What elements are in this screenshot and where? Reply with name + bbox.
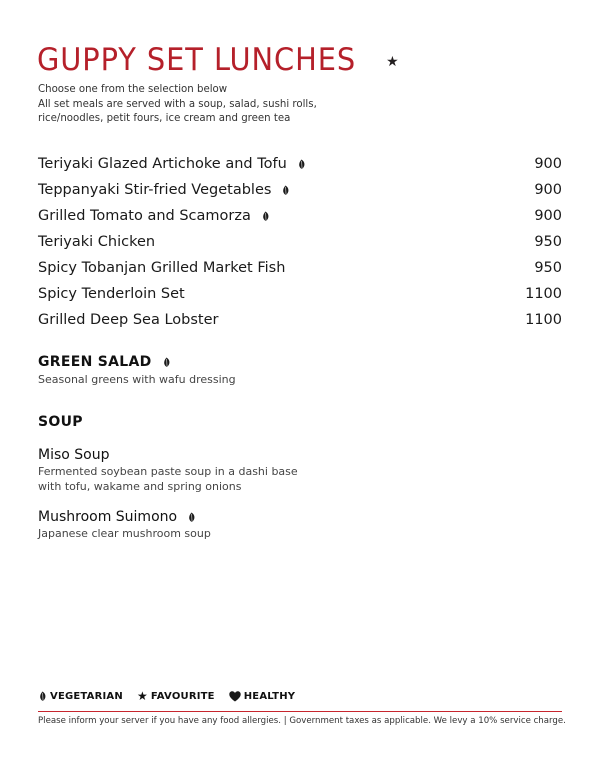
menu-item-name: Grilled Tomato and Scamorza <box>38 208 251 224</box>
menu-item-price: 900 <box>534 156 562 172</box>
menu-item-price: 950 <box>534 234 562 250</box>
legend <box>38 689 309 703</box>
legend-label: HEALTHY <box>243 690 296 702</box>
leaf-icon <box>297 159 306 170</box>
menu-item <box>38 281 562 307</box>
soup-item-description: Japanese clear mushroom soup <box>38 527 211 540</box>
soup-item-name: Mushroom Suimono <box>38 509 178 525</box>
menu-item <box>38 307 562 333</box>
soup-item-description: with tofu, wakame and spring onions <box>38 480 242 493</box>
footer-note: Please inform your server if you have any food allergies. | Government taxes as applicable. We levy a 10% service charge. <box>38 716 566 726</box>
menu-item-name: Grilled Deep Sea Lobster <box>38 312 219 328</box>
soup-item-description: Fermented soybean paste soup in a dashi base <box>38 465 298 478</box>
legend-vegetarian <box>38 691 123 702</box>
menu-item-name: Teppanyaki Stir-fried Vegetables <box>38 182 272 198</box>
menu-item <box>38 255 562 281</box>
leaf-icon <box>187 512 196 523</box>
menu-item-price: 1100 <box>525 312 562 328</box>
intro-line: rice/noodles, petit fours, ice cream and green tea <box>38 113 291 124</box>
star-icon: ★ <box>386 54 399 70</box>
menu-item <box>38 177 562 203</box>
menu-item-price: 1100 <box>525 286 562 302</box>
soup-item <box>38 508 298 541</box>
leaf-icon <box>38 691 47 702</box>
leaf-icon <box>162 357 171 368</box>
star-icon: ★ <box>136 689 148 703</box>
section-title: GREEN SALAD <box>38 354 152 370</box>
page-header <box>37 42 399 78</box>
green-salad-section <box>38 354 236 387</box>
intro-text <box>38 83 358 127</box>
menu-item-price: 900 <box>534 208 562 224</box>
menu-item-name: Teriyaki Glazed Artichoke and Tofu <box>38 156 287 172</box>
menu-item <box>38 151 562 177</box>
legend-label: FAVOURITE <box>150 690 215 702</box>
intro-line: Choose one from the selection below <box>38 84 228 95</box>
set-lunch-menu <box>38 151 562 333</box>
legend-favourite <box>137 689 215 703</box>
heart-icon <box>229 691 241 702</box>
leaf-icon <box>261 211 270 222</box>
legend-label: VEGETARIAN <box>50 690 123 702</box>
page-title: GUPPY SET LUNCHES <box>37 42 357 78</box>
soup-item-name: Miso Soup <box>38 447 110 463</box>
menu-item-price: 900 <box>534 182 562 198</box>
menu-item-name: Spicy Tenderloin Set <box>38 286 185 302</box>
footer-divider <box>38 711 562 712</box>
soup-item <box>38 446 298 494</box>
section-title: SOUP <box>38 414 83 430</box>
menu-item-price: 950 <box>534 260 562 276</box>
menu-item-name: Teriyaki Chicken <box>38 234 156 250</box>
soup-section <box>38 414 298 541</box>
intro-line: All set meals are served with a soup, salad, sushi rolls, <box>38 98 317 110</box>
legend-healthy <box>229 691 296 702</box>
menu-item <box>38 203 562 229</box>
section-description: Seasonal greens with wafu dressing <box>38 373 236 386</box>
leaf-icon <box>281 185 290 196</box>
menu-item <box>38 229 562 255</box>
menu-item-name: Spicy Tobanjan Grilled Market Fish <box>38 260 286 276</box>
